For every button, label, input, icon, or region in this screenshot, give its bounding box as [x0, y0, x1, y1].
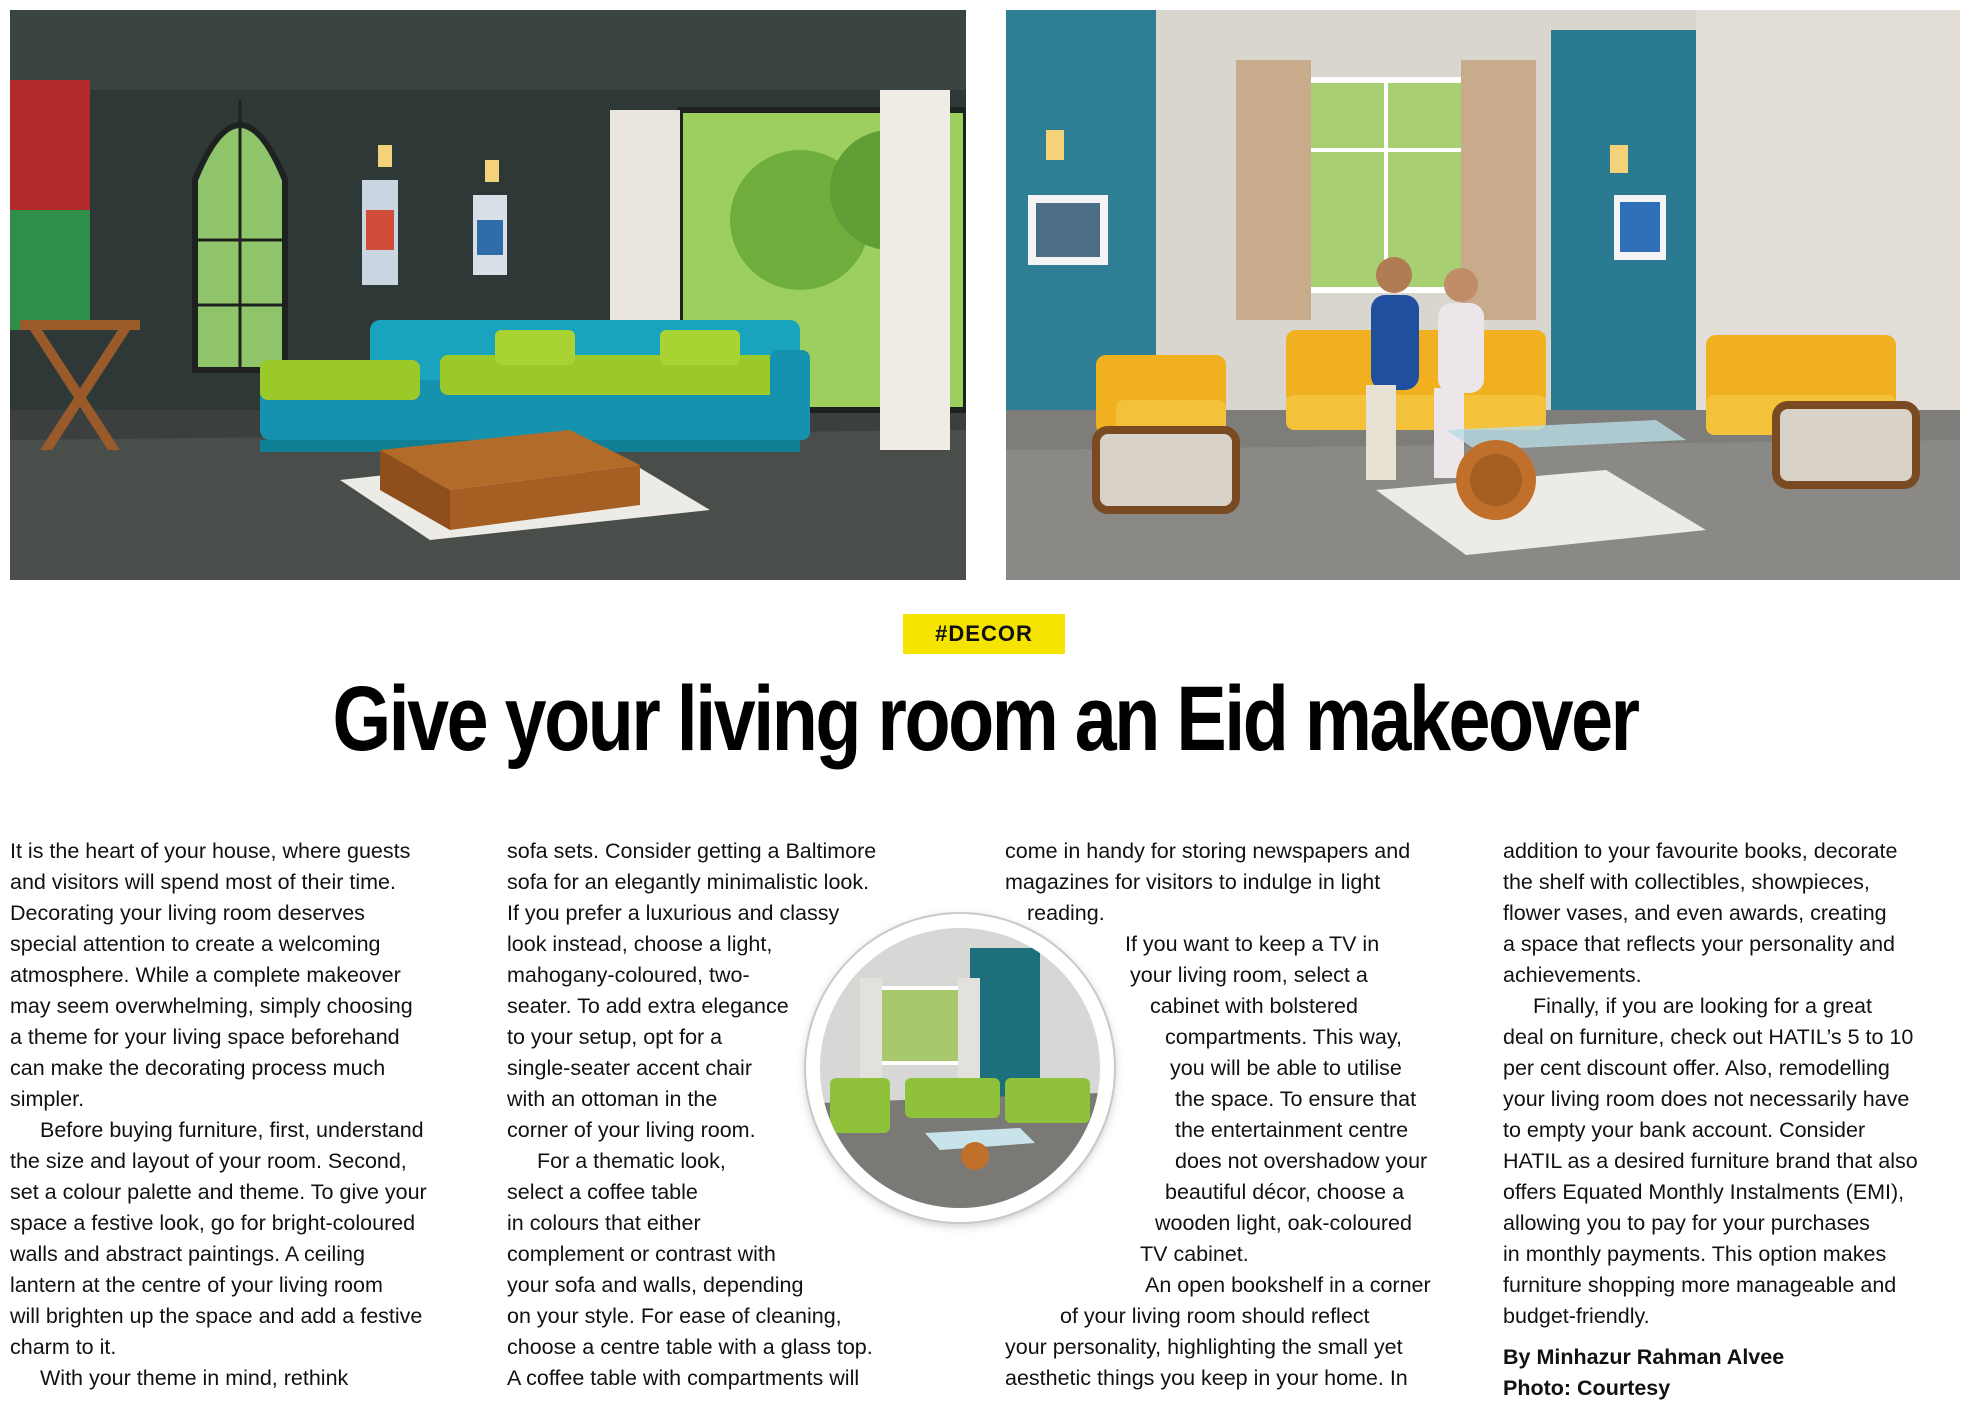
text-line: a theme for your living space beforehand [10, 1025, 400, 1049]
text-line: in colours that either [507, 1211, 701, 1235]
text-line: in monthly payments. This option makes [1503, 1242, 1887, 1266]
text-line: of your living room should reflect [1060, 1304, 1370, 1328]
text-line: the size and layout of your room. Second, [10, 1149, 407, 1173]
text-line: atmosphere. While a complete makeover [10, 963, 401, 987]
text-line: flower vases, and even awards, creating [1503, 901, 1887, 925]
text-line: Before buying furniture, first, understand [40, 1118, 424, 1142]
mustard-armchair [1096, 355, 1236, 510]
text-line: cabinet with bolstered [1150, 994, 1358, 1018]
text-line: on your style. For ease of cleaning, [507, 1304, 842, 1328]
text-line: with an ottoman in the [507, 1087, 718, 1111]
curtain [1236, 60, 1311, 320]
text-line: reading. [1027, 901, 1105, 925]
text-line: offers Equated Monthly Instalments (EMI), [1503, 1180, 1905, 1204]
dark-living-room-illustration [10, 10, 966, 580]
text-line: With your theme in mind, rethink [40, 1366, 349, 1390]
text-line: aesthetic things you keep in your home. In [1005, 1366, 1408, 1390]
text-line: beautiful décor, choose a [1165, 1180, 1405, 1204]
text-line: lantern at the centre of your living room [10, 1273, 383, 1297]
wall-lamp [1046, 130, 1064, 160]
text-line: HATIL as a desired furniture brand that also [1503, 1149, 1918, 1173]
text-line: complement or contrast with [507, 1242, 776, 1266]
text-line: your living room, select a [1130, 963, 1368, 987]
text-line: charm to it. [10, 1335, 117, 1359]
text-line: allowing you to pay for your purchases [1503, 1211, 1870, 1235]
article-headline: Give your living room an Eid makeover [332, 668, 1638, 770]
window [880, 988, 960, 1063]
text-line: Decorating your living room deserves [10, 901, 365, 925]
text-line: simpler. [10, 1087, 85, 1111]
text-line: will brighten up the space and add a festive [10, 1304, 423, 1328]
text-line: addition to your favourite books, decorate [1503, 839, 1898, 863]
text-line: mahogany-coloured, two- [507, 963, 750, 987]
text-line: a space that reflects your personality and [1503, 932, 1895, 956]
text-line: per cent discount offer. Also, remodelling [1503, 1056, 1890, 1080]
blue-living-room-illustration [1006, 10, 1960, 580]
text-line: your personality, highlighting the small yet [1005, 1335, 1403, 1359]
text-line: space a festive look, go for bright-coloured [10, 1211, 416, 1235]
text-line: the space. To ensure that [1175, 1087, 1417, 1111]
text-line: can make the decorating process much [10, 1056, 386, 1080]
text-line: and visitors will spend most of their time. [10, 870, 396, 894]
text-line: furniture shopping more manageable and [1503, 1273, 1897, 1297]
text-line: If you want to keep a TV in [1125, 932, 1380, 956]
text-line: does not overshadow your [1175, 1149, 1428, 1173]
living-room-photo-right [1006, 10, 1960, 580]
text-line: If you prefer a luxurious and classy [507, 901, 840, 925]
text-line: the entertainment centre [1175, 1118, 1409, 1142]
text-line: your sofa and walls, depending [507, 1273, 804, 1297]
text-line: sofa for an elegantly minimalistic look. [507, 870, 870, 894]
text-line: achievements. [1503, 963, 1642, 987]
text-line: For a thematic look, [537, 1149, 726, 1173]
text-line: budget-friendly. [1503, 1304, 1650, 1328]
text-line: single-seater accent chair [507, 1056, 752, 1080]
text-line: special attention to create a welcoming [10, 932, 381, 956]
article-column-4 [1503, 836, 1963, 1404]
text-line: A coffee table with compartments will [507, 1366, 860, 1390]
text-line: may seem overwhelming, simply choosing [10, 994, 413, 1018]
text-line: sofa sets. Consider getting a Baltimore [507, 839, 877, 863]
curtain [880, 90, 950, 450]
green-sofa-room-illustration [820, 928, 1100, 1208]
text-line: An open bookshelf in a corner [1145, 1273, 1431, 1297]
byline: By Minhazur Rahman Alvee [1503, 1345, 1785, 1369]
text-line: look instead, choose a light, [507, 932, 773, 956]
text-line: select a coffee table [507, 1180, 698, 1204]
text-line: choose a centre table with a glass top. [507, 1335, 873, 1359]
text-line: TV cabinet. [1140, 1242, 1249, 1266]
text-line: to your setup, opt for a [507, 1025, 723, 1049]
inset-photo-green-sofa [806, 914, 1114, 1222]
article-column-1 [10, 836, 470, 1394]
text-line: the shelf with collectibles, showpieces, [1503, 870, 1870, 894]
column-4-body [1503, 836, 1963, 1332]
text-line: you will be able to utilise [1170, 1056, 1402, 1080]
section-tag: #DECOR [903, 614, 1065, 654]
text-line: It is the heart of your house, where guests [10, 839, 411, 863]
wall-lamp [1610, 145, 1628, 173]
text-line: walls and abstract paintings. A ceiling [10, 1242, 365, 1266]
wall-lamp [485, 160, 499, 182]
text-line: magazines for visitors to indulge in light [1005, 870, 1381, 894]
text-line: deal on furniture, check out HATIL’s 5 to 10 [1503, 1025, 1914, 1049]
text-line: corner of your living room. [507, 1118, 756, 1142]
text-line: seater. To add extra elegance [507, 994, 789, 1018]
text-line: wooden light, oak-coloured [1155, 1211, 1412, 1235]
text-line: compartments. This way, [1165, 1025, 1402, 1049]
wall-lamp [378, 145, 392, 167]
text-line: come in handy for storing newspapers and [1005, 839, 1411, 863]
text-line: to empty your bank account. Consider [1503, 1118, 1866, 1142]
console-table [20, 320, 140, 330]
photo-credit: Photo: Courtesy [1503, 1376, 1671, 1400]
text-line: your living room does not necessarily have [1503, 1087, 1910, 1111]
living-room-photo-left [10, 10, 966, 580]
text-line: set a colour palette and theme. To give your [10, 1180, 427, 1204]
text-line: Finally, if you are looking for a great [1533, 994, 1872, 1018]
